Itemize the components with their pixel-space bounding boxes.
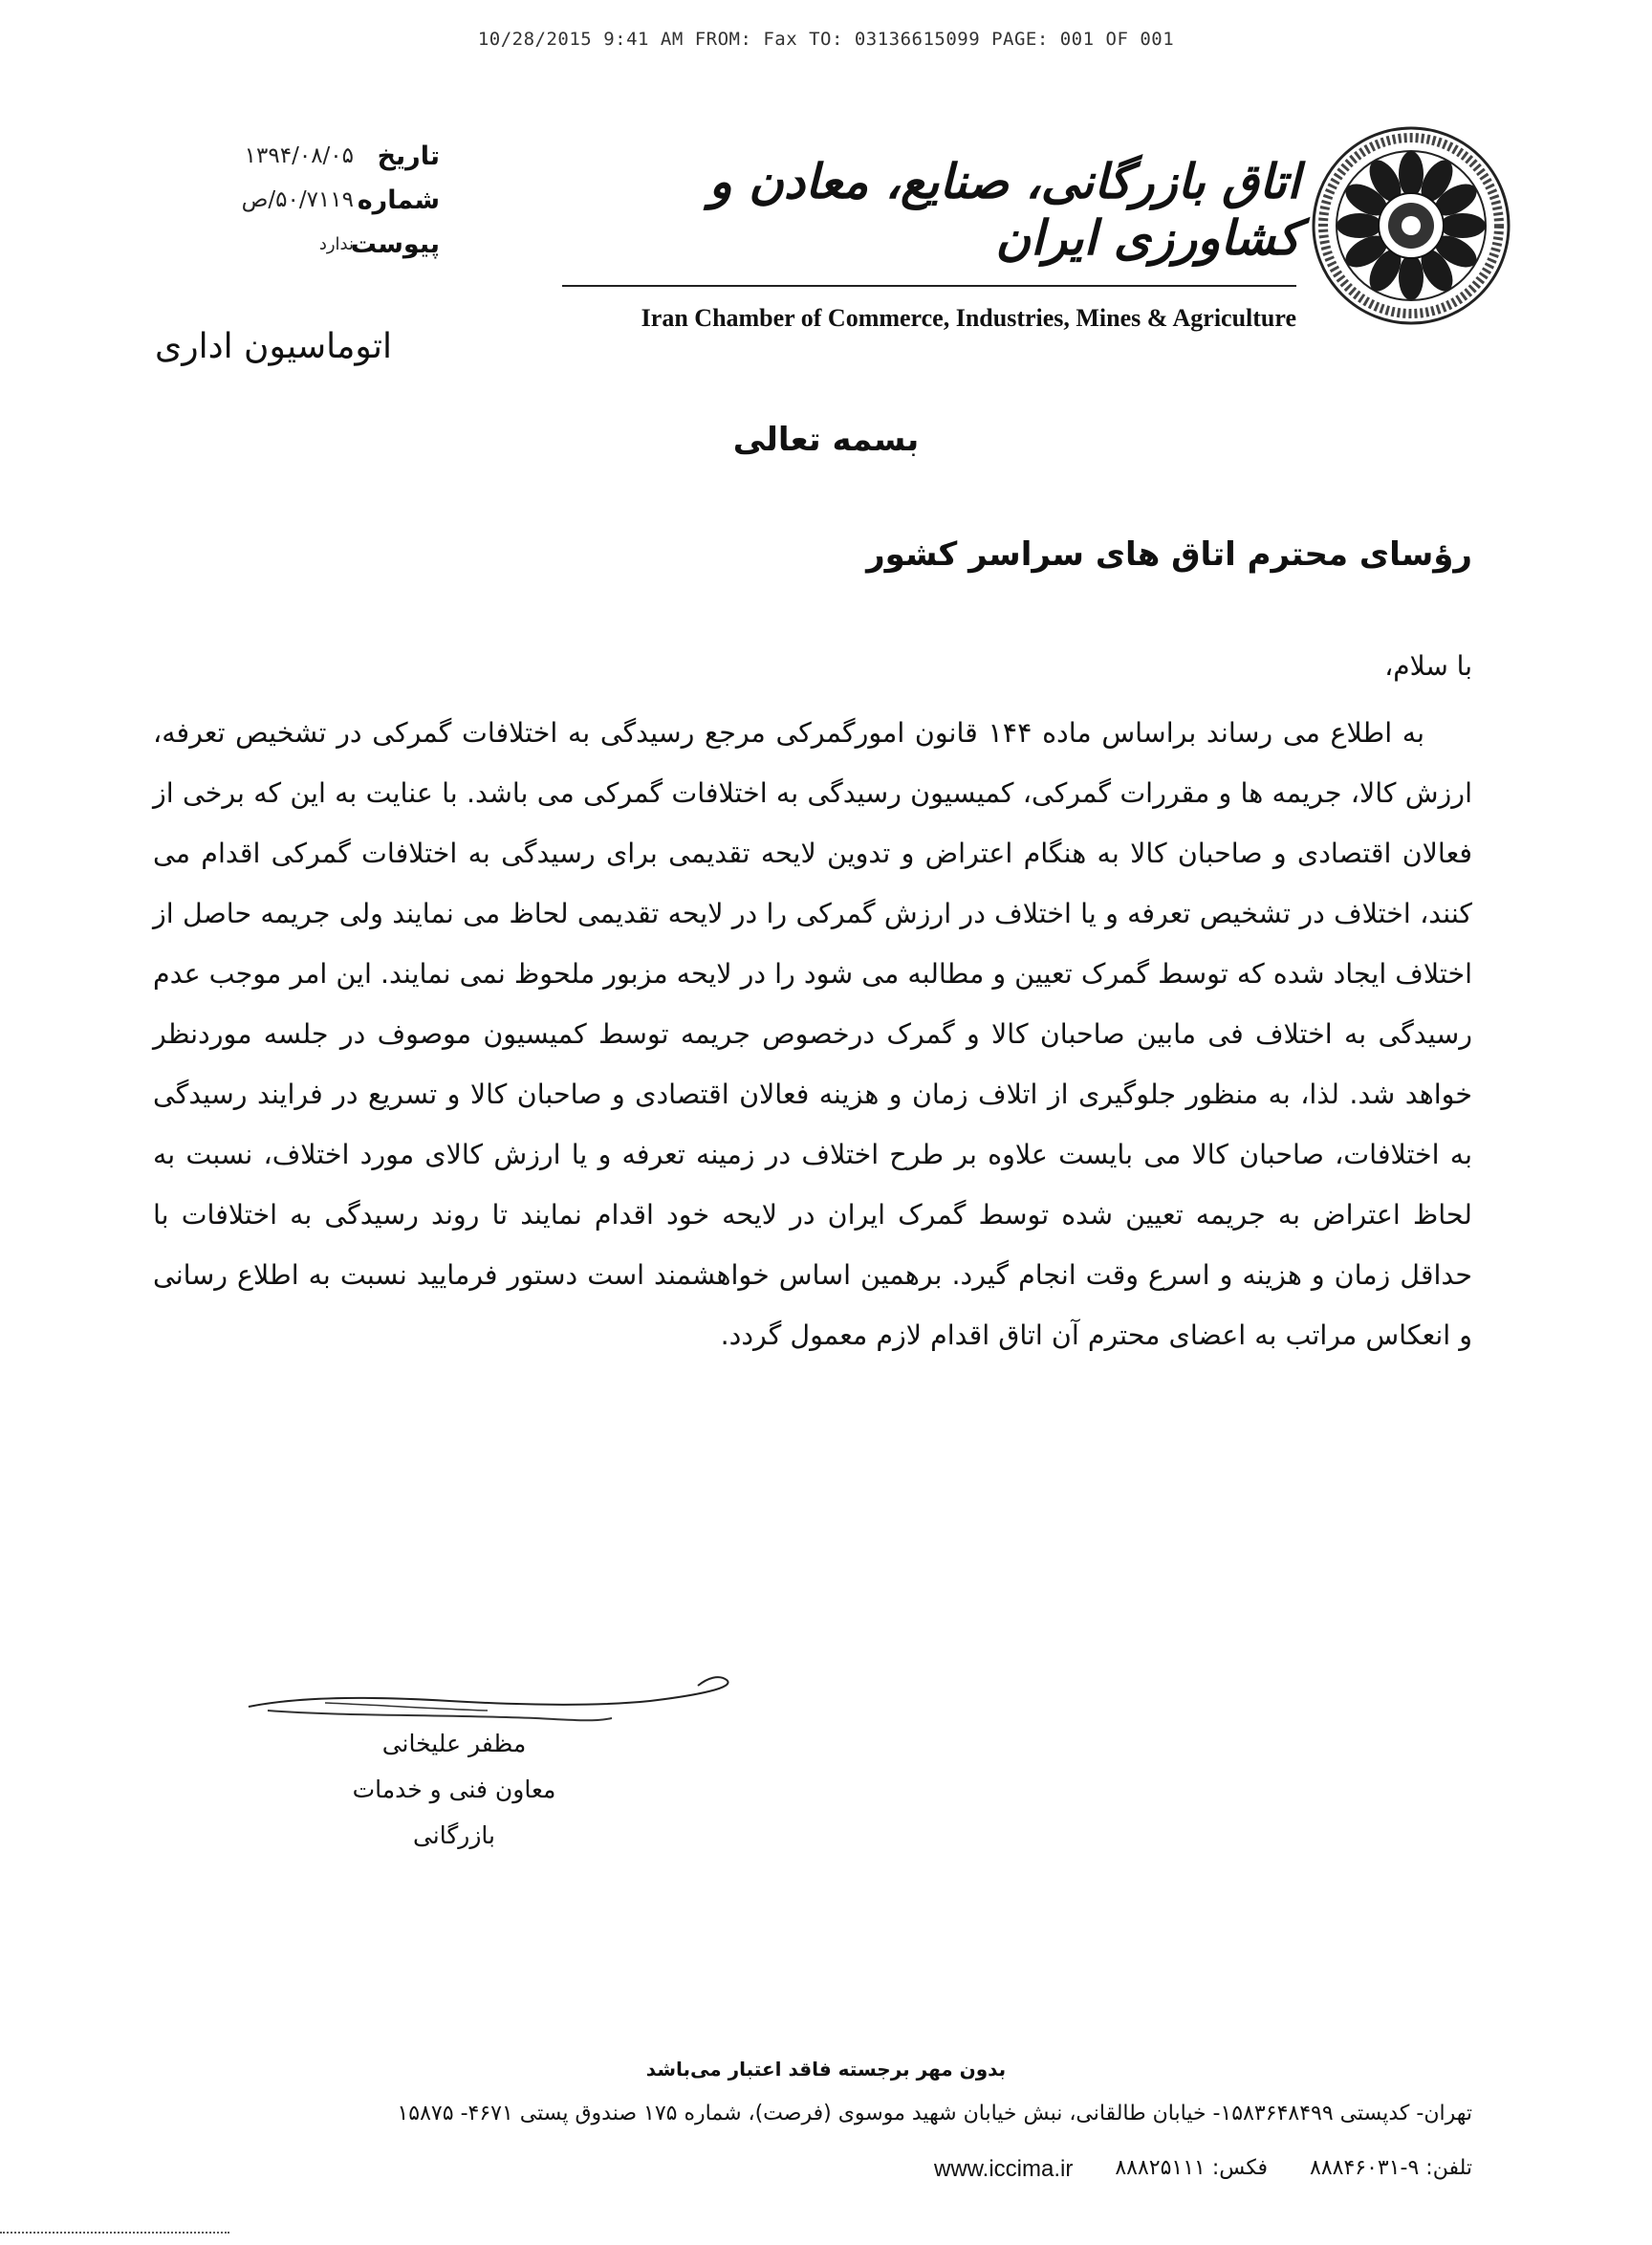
- date-row: [153, 134, 440, 178]
- footer-website-link[interactable]: www.iccima.ir: [934, 2156, 1074, 2182]
- attachment-label: پیوست: [350, 229, 440, 259]
- letterhead-title-fa: اتاق بازرگانی، صنایع، معادن و کشاورزی ایران: [708, 153, 1300, 266]
- automation-stamp: اتوماسیون اداری: [155, 327, 392, 366]
- number-label: شماره: [357, 185, 440, 215]
- body-paragraph: به اطلاع می رساند براساس ماده ۱۴۴ قانون امورگمرکی مرجع رسیدگی به اختلافات گمرکی در تشخیص تعرفه، ارزش کالا، جریمه ها و مقررات گمرکی، کمیسیون رسیدگی به اختلافات گمرکی می باشد. با عنایت به این که برخی از فعالان اقتصادی و صاحبان کالا به هنگام اعتراض و تدوین لایحه تقدیمی برای رسیدگی به اختلافات گمرکی اقدام می کنند، اختلاف در تشخیص تعرفه و یا اختلاف در ارزش گمرکی را در لایحه تقدیمی لحاظ می نمایند ولی جریمه حاصل از اختلاف ایجاد شده که توسط گمرک تعیین و مطالبه می شود را در لایحه مزبور ملحوظ نمی نمایند. این امر موجب عدم رسیدگی به اختلاف فی مابین صاحبان کالا و گمرک درخصوص جریمه توسط کمیسیون موصوف در جلسه موردنظر خواهد شد. لذا، به منظور جلوگیری از اتلاف زمان و هزینه فعالان اقتصادی و صاحبان کالا و تسریع در فرایند رسیدگی به اختلافات، صاحبان کالا می بایست علاوه بر طرح اختلاف در زمینه تعرفه و یا ارزش کالای مورد اختلاف، نسبت به لحاظ اعتراض به جریمه تعیین شده توسط گمرک ایران در لایحه خود اقدام نمایند تا روند رسیدگی به اختلافات با حداقل زمان و هزینه و اسرع وقت انجام گیرد. برهمین اساس خواهشمند است دستور فرمایید نسبت به اطلاع رسانی و انعکاس مراتب به اعضای محترم آن اتاق اقدام لازم معمول گردد.: [153, 717, 1472, 1351]
- signatory-name: مظفر علیخانی: [381, 1730, 527, 1757]
- fax-transmission-header: 10/28/2015 9:41 AM FROM: Fax TO: 03136615099 PAGE: 001 OF 001: [477, 29, 1175, 50]
- footer-validity-note: بدون مهر برجسته فاقد اعتبار می‌باشد: [645, 2058, 1007, 2081]
- signatory-block: [315, 1721, 593, 1859]
- footer-contacts: [574, 2156, 1472, 2183]
- footer-address: تهران- کدپستی ۱۵۸۳۶۴۸۴۹۹- خیابان طالقانی، نبش خیابان شهید موسوی (فرصت)، شماره ۱۷۵ صندوق پستی ۴۶۷۱- ۱۵۸۷۵: [397, 2102, 1472, 2125]
- page-edge-dotted: [0, 2232, 229, 2234]
- invocation: بسمه تعالی: [732, 421, 920, 459]
- date-label: تاریخ: [377, 141, 440, 171]
- letterhead-title-en: Iran Chamber of Commerce, Industries, Mines & Agriculture: [641, 304, 1296, 332]
- footer-fax: فکس: ۸۸۸۲۵۱۱۱: [1115, 2156, 1268, 2180]
- number-value: ۵۰/۷۱۱۹/ص: [241, 187, 354, 212]
- chamber-emblem-icon: [1310, 124, 1512, 327]
- addressee: رؤسای محترم اتاق های سراسر کشور: [866, 535, 1472, 574]
- signatory-title: معاون فنی و خدمات بازرگانی: [352, 1776, 556, 1849]
- letterhead-divider: [562, 285, 1296, 287]
- attachment-value: ندارد: [318, 233, 354, 254]
- date-value: ۱۳۹۴/۰۸/۰۵: [244, 143, 354, 168]
- letter-meta: [153, 134, 440, 266]
- greeting: با سلام،: [1384, 650, 1472, 682]
- letter-body: [153, 703, 1472, 1365]
- number-row: [153, 178, 440, 222]
- footer-phone: تلفن: ۹-۸۸۸۴۶۰۳۱: [1310, 2156, 1472, 2180]
- attachment-row: [153, 222, 440, 266]
